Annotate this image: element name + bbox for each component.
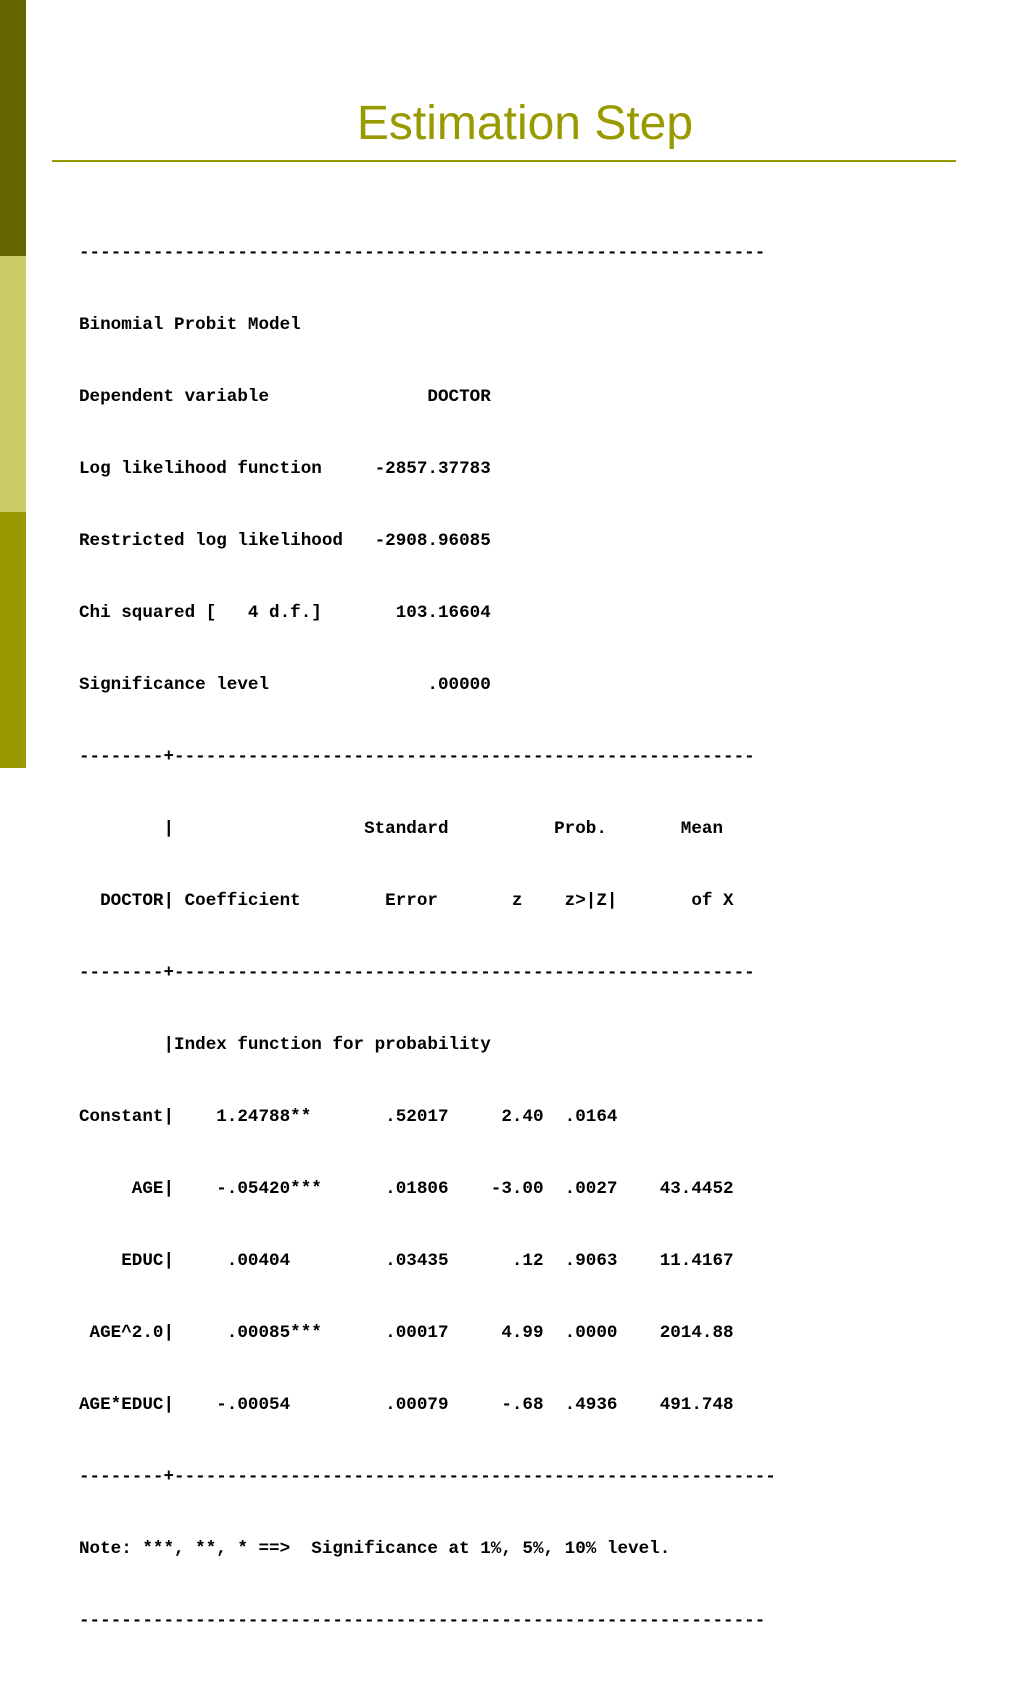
table-row-age-educ: AGE*EDUC| -.00054 .00079 -.68 .4936 491.748 xyxy=(79,1395,734,1415)
table-row-educ: EDUC| .00404 .03435 .12 .9063 11.4167 xyxy=(79,1251,734,1271)
table-separator-line: --------+--------------------------------------------------------- xyxy=(79,1467,776,1487)
model-name-line: Binomial Probit Model xyxy=(79,315,301,335)
left-accent-bar-top xyxy=(0,0,26,256)
table-header-line-1: | Standard Prob. Mean xyxy=(79,819,724,839)
left-accent-bar-middle xyxy=(0,256,26,512)
table-row-age: AGE| -.05420*** .01806 -3.00 .0027 43.4452 xyxy=(79,1179,734,1199)
separator-line: ----------------------------------------------------------------- xyxy=(79,1611,766,1631)
significance-level-line: Significance level .00000 xyxy=(79,675,491,695)
restricted-log-likelihood-line: Restricted log likelihood -2908.96085 xyxy=(79,531,491,551)
table-separator-line: --------+------------------------------------------------------- xyxy=(79,747,755,767)
table-row-age-squared: AGE^2.0| .00085*** .00017 4.99 .0000 2014.88 xyxy=(79,1323,734,1343)
table-separator-line: --------+------------------------------------------------------- xyxy=(79,963,755,983)
significance-note-line: Note: ***, **, * ==> Significance at 1%, 5%, 10% level. xyxy=(79,1539,671,1559)
table-header-line-2: DOCTOR| Coefficient Error z z>|Z| of X xyxy=(79,891,734,911)
probit-model-output xyxy=(79,193,776,1681)
dependent-variable-line: Dependent variable DOCTOR xyxy=(79,387,491,407)
chi-squared-line: Chi squared [ 4 d.f.] 103.16604 xyxy=(79,603,491,623)
table-row-constant: Constant| 1.24788** .52017 2.40 .0164 xyxy=(79,1107,618,1127)
title-divider xyxy=(52,160,956,162)
log-likelihood-line: Log likelihood function -2857.37783 xyxy=(79,459,491,479)
index-function-line: |Index function for probability xyxy=(79,1035,491,1055)
slide-title: Estimation Step xyxy=(356,97,694,150)
left-accent-bar-bottom xyxy=(0,512,26,768)
separator-line: ----------------------------------------------------------------- xyxy=(79,243,766,263)
